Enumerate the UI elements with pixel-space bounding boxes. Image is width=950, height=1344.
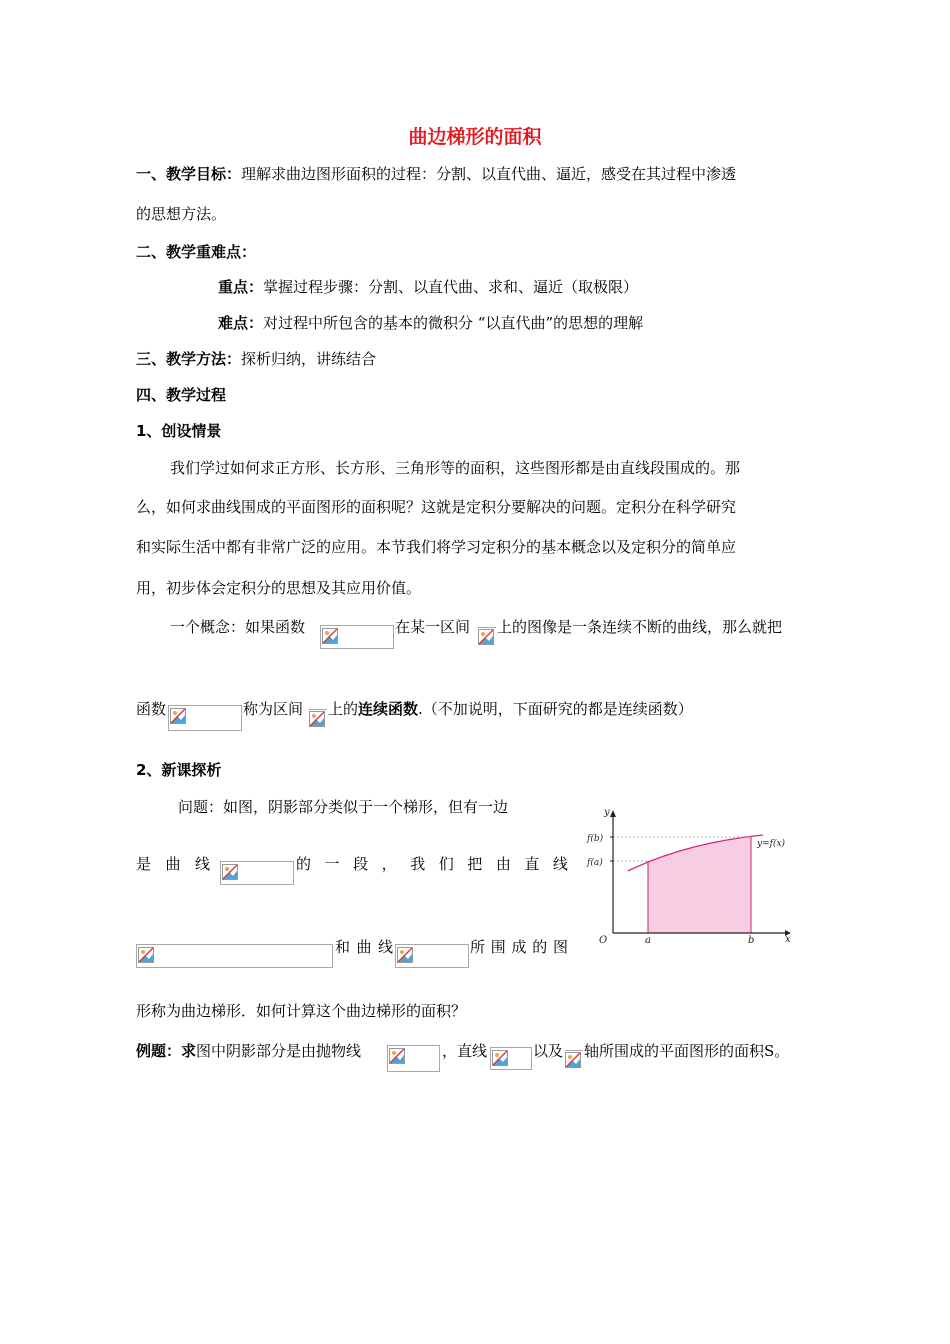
char: 们 — [438, 855, 454, 873]
method-line — [136, 348, 376, 369]
formula-image — [320, 625, 394, 649]
formula-image — [168, 705, 242, 731]
process-heading: 四、教学过程 — [136, 386, 227, 404]
char: 我 — [410, 855, 426, 873]
method-text: 探析归纳，讲练结合 — [241, 350, 377, 368]
broken-image-icon — [397, 947, 413, 963]
a-label: a — [645, 935, 651, 946]
concept2-line-rest — [328, 698, 693, 719]
concept2-text-d: .（不加说明，下面研究的都是连续函数） — [418, 700, 693, 718]
question-line-2b — [296, 853, 568, 874]
question-line-3a — [335, 936, 393, 957]
concept-text-b: 在某一区间 — [395, 618, 471, 636]
hard-label: 难点： — [218, 314, 264, 332]
concept2-text-b: 称为区间 — [243, 700, 304, 718]
goals-text-1: 理解求曲边图形面积的过程：分割、以直代曲、逼近，感受在其过程中渗透 — [241, 165, 737, 183]
question-line-3b — [470, 936, 568, 957]
example-label: 例题： — [136, 1042, 182, 1060]
sub-heading-2: 2、新课探析 — [136, 761, 222, 779]
concept2-text-a: 函数 — [136, 700, 167, 718]
curve-label: y=f(x) — [757, 839, 786, 849]
goals-label: 一、教学目标： — [136, 165, 242, 183]
key-heading: 二、教学重难点： — [136, 243, 257, 261]
hard-line — [218, 312, 643, 333]
key-label: 重点： — [218, 278, 264, 296]
formula-image — [490, 1047, 532, 1070]
char: 和 — [335, 938, 351, 956]
char: 由 — [495, 855, 511, 873]
char: 图 — [552, 938, 568, 956]
formula-image — [387, 1045, 440, 1072]
char: 曲 — [356, 938, 372, 956]
char: 一 — [324, 855, 340, 873]
para1-line-4: 用，初步体会定积分的思想及其应用价值。 — [136, 579, 422, 597]
concept2-bold: 连续函数 — [358, 700, 419, 718]
page-title: 曲边梯形的面积 — [408, 126, 542, 148]
shaded-region — [648, 837, 751, 933]
broken-image-icon — [309, 711, 325, 727]
formula-image — [478, 627, 496, 647]
char: 的 — [532, 938, 548, 956]
key-line — [218, 276, 638, 297]
broken-image-icon — [138, 947, 154, 963]
origin-label: O — [599, 935, 608, 946]
example-text-c: 以及 — [533, 1042, 564, 1060]
char: 的 — [296, 855, 312, 873]
char: 线 — [194, 855, 210, 873]
char: 线 — [377, 938, 393, 956]
concept-text-c: 上的图像是一条连续不断的曲线，那么就把 — [497, 618, 783, 636]
fa-label: f(a) — [587, 858, 603, 868]
char: 线 — [552, 855, 568, 873]
example-text-a: 图中阴影部分是由抛物线 — [196, 1042, 362, 1060]
char: 所 — [470, 938, 486, 956]
method-label: 三、教学方法： — [136, 350, 242, 368]
example-text-d: 轴所围成的平面图形的面积S。 — [584, 1042, 790, 1060]
broken-image-icon — [492, 1050, 508, 1066]
example-line-start — [136, 1040, 361, 1061]
broken-image-icon — [322, 628, 338, 644]
char: 围 — [490, 938, 506, 956]
char: 直 — [524, 855, 540, 873]
char: 曲 — [165, 855, 181, 873]
broken-image-icon — [170, 708, 186, 724]
question-line-2a — [136, 853, 210, 874]
goals-text-2: 的思想方法。 — [136, 205, 227, 223]
formula-image — [220, 861, 294, 885]
question-line-4: 形称为曲边梯形．如何计算这个曲边梯形的面积？ — [136, 1002, 467, 1020]
char: 是 — [136, 855, 152, 873]
broken-image-icon — [389, 1048, 405, 1064]
fb-label: f(b) — [587, 834, 604, 844]
b-label: b — [748, 935, 755, 946]
example-bold: 求 — [181, 1042, 197, 1060]
y-axis-label: y — [604, 807, 610, 818]
formula-image — [395, 944, 469, 968]
question-line-1: 问题：如图，阴影部分类似于一个梯形，但有一边 — [178, 798, 509, 816]
example-text-b: ，直线 — [442, 1042, 488, 1060]
y-axis-arrow — [610, 810, 616, 817]
char: 成 — [511, 938, 527, 956]
formula-image — [565, 1050, 583, 1070]
goals-line-1 — [136, 163, 736, 184]
broken-image-icon — [478, 629, 494, 645]
formula-image — [136, 944, 333, 968]
key-text: 掌握过程步骤：分割、以直代曲、求和、逼近（取极限） — [263, 278, 639, 296]
broken-image-icon — [222, 864, 238, 880]
para1-line-1: 我们学过如何求正方形、长方形、三角形等的面积，这些图形都是由直线段围成的。那 — [170, 459, 741, 477]
hard-text: 对过程中所包含的基本的微积分 “以直代曲”的思想的理解 — [263, 314, 644, 332]
sub-heading-1: 1、创设情景 — [136, 422, 222, 440]
char: 把 — [467, 855, 483, 873]
para1-line-2: 么，如何求曲线围成的平面图形的面积呢？这就是定积分要解决的问题。定积分在科学研究 — [136, 498, 737, 516]
concept2-text-c: 上的 — [328, 700, 359, 718]
para1-line-3: 和实际生活中都有非常广泛的应用。本节我们将学习定积分的基本概念以及定积分的简单应 — [136, 538, 737, 556]
formula-image — [309, 709, 327, 729]
broken-image-icon — [565, 1052, 581, 1068]
char: ， — [381, 855, 397, 873]
curved-trapezoid-figure — [585, 805, 800, 953]
concept-text-a: 一个概念：如果函数 — [170, 618, 306, 636]
char: 段 — [353, 855, 369, 873]
x-axis-label: x — [785, 934, 791, 945]
